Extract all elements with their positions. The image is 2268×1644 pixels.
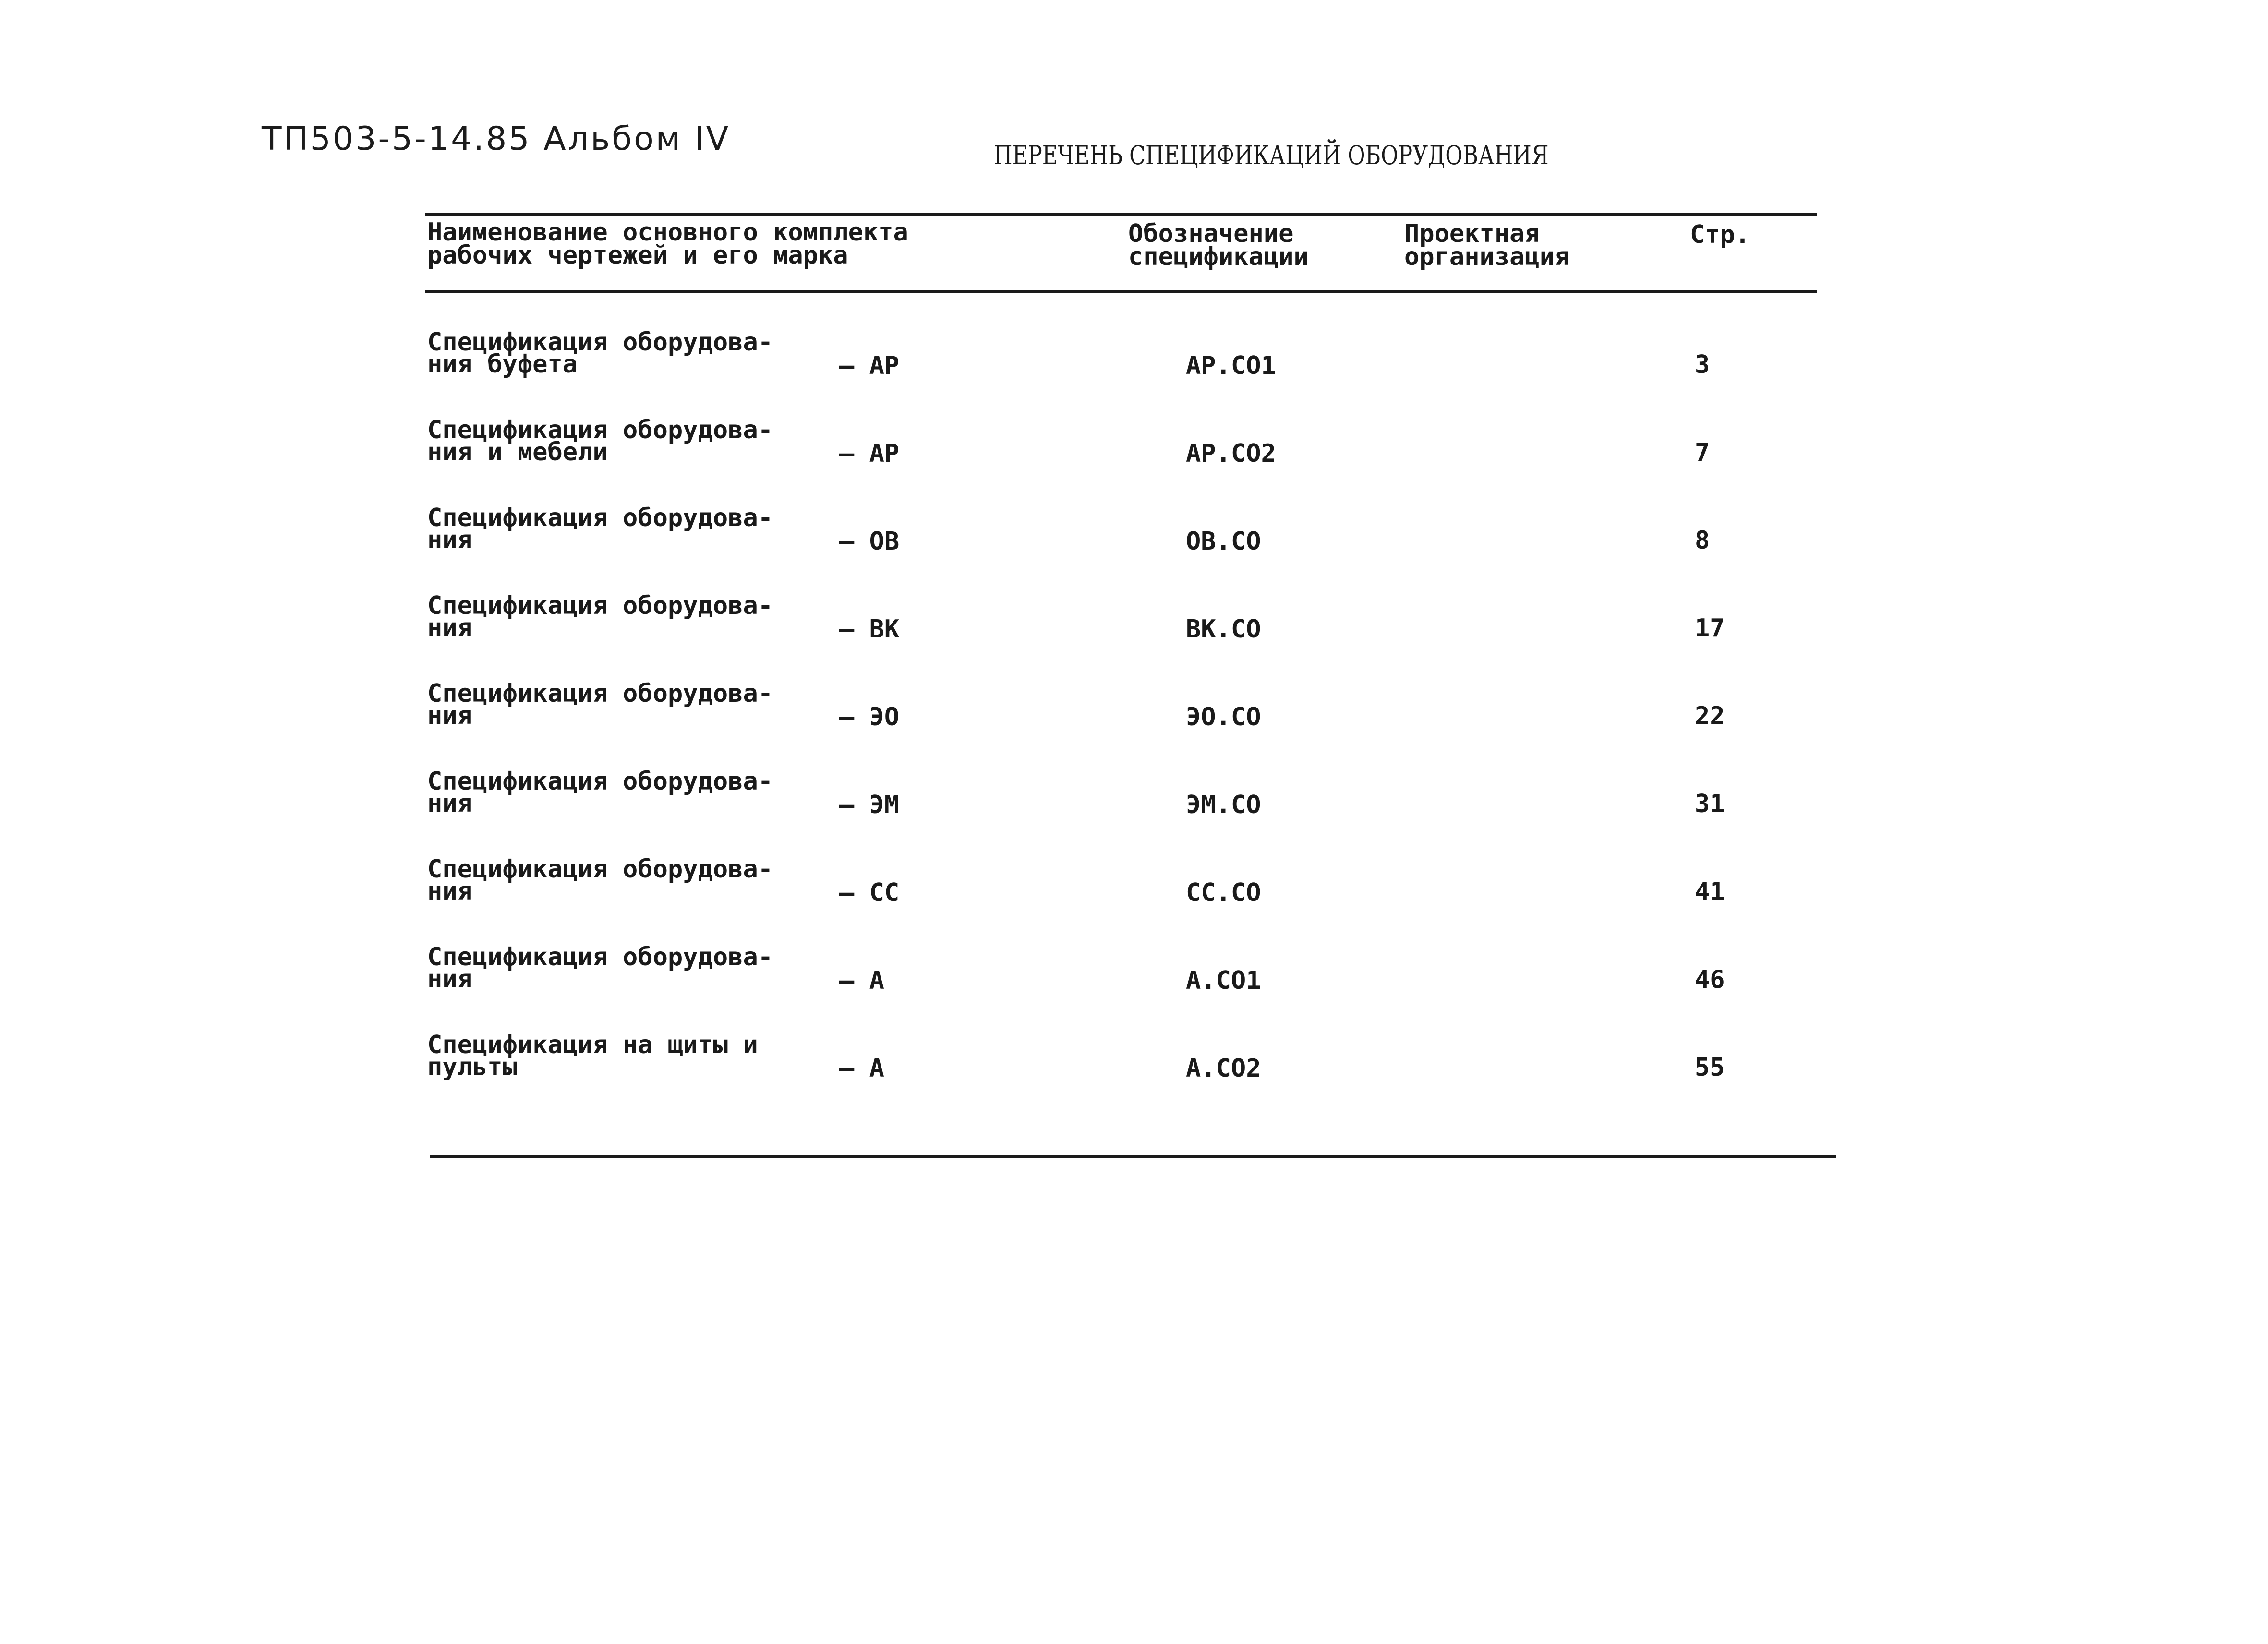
row-designation: ВК.СО (1186, 615, 1261, 644)
row-name-line1: Спецификация оборудова- (427, 767, 773, 796)
row-page: 41 (1695, 877, 1725, 906)
column-header-name (427, 218, 908, 270)
row-name-line1: Спецификация на щиты и (427, 1031, 758, 1059)
table-top-rule (425, 213, 1817, 216)
row-page: 17 (1695, 614, 1725, 643)
document-code: ТП503-5-14.85 Альбом IV (262, 120, 731, 158)
table-row (0, 416, 2268, 486)
row-designation: ЭО.СО (1186, 703, 1261, 732)
column-header-designation-line2: спецификации (1128, 242, 1309, 271)
row-name-line1: Спецификация оборудова- (427, 855, 773, 884)
column-header-page: Стр. (1690, 220, 1750, 249)
row-page: 3 (1695, 350, 1710, 379)
row-page: 46 (1695, 965, 1725, 994)
row-mark: – А (839, 966, 884, 995)
row-mark: – ЭМ (839, 791, 900, 819)
row-name-line1: Спецификация оборудова- (427, 591, 773, 620)
table-row (0, 504, 2268, 574)
column-header-organization (1404, 219, 1570, 271)
row-page: 31 (1695, 790, 1725, 818)
row-designation: А.СО1 (1186, 966, 1261, 995)
row-name-line2: ния и мебели (427, 438, 608, 467)
row-designation: АР.СО1 (1186, 351, 1276, 380)
row-name-line2: ния (427, 965, 472, 994)
row-mark: – АР (839, 351, 900, 380)
row-page: 7 (1695, 438, 1710, 467)
row-mark: – СС (839, 878, 900, 907)
row-name (427, 855, 773, 906)
column-header-designation-line1: Обозначение (1128, 219, 1294, 248)
row-name (427, 943, 773, 994)
row-name-line2: ния (427, 526, 472, 554)
row-mark: – А (839, 1054, 884, 1083)
table-row (0, 679, 2268, 750)
row-name (427, 767, 773, 818)
row-name-line2: пульты (427, 1053, 518, 1081)
row-name (427, 416, 773, 467)
row-mark: – ЭО (839, 703, 900, 732)
column-header-designation (1128, 219, 1309, 271)
table-row (0, 855, 2268, 925)
row-name (427, 1031, 758, 1081)
row-designation: СС.СО (1186, 878, 1261, 907)
row-name-line2: ния буфета (427, 350, 578, 379)
row-designation: ОВ.СО (1186, 527, 1261, 556)
row-mark: – ОВ (839, 527, 900, 556)
table-row (0, 943, 2268, 1013)
row-mark: – АР (839, 439, 900, 468)
row-page: 8 (1695, 526, 1710, 555)
table-row (0, 328, 2268, 398)
row-name (427, 504, 773, 554)
row-name-line2: ния (427, 613, 472, 642)
row-name-line1: Спецификация оборудова- (427, 679, 773, 708)
table-row (0, 1031, 2268, 1101)
column-header-organization-line2: организация (1404, 242, 1570, 271)
column-header-organization-line1: Проектная (1404, 219, 1540, 248)
column-header-name-line1: Наименование основного комплекта (427, 218, 908, 247)
row-name-line2: ния (427, 701, 472, 730)
row-page: 55 (1695, 1053, 1725, 1082)
row-designation: АР.СО2 (1186, 439, 1276, 468)
row-name-line1: Спецификация оборудова- (427, 504, 773, 532)
row-mark: – ВК (839, 615, 900, 644)
row-designation: ЭМ.СО (1186, 791, 1261, 819)
row-page: 22 (1695, 702, 1725, 731)
row-name (427, 679, 773, 730)
page-title: ПЕРЕЧЕНЬ СПЕЦИФИКАЦИЙ ОБОРУДОВАНИЯ (994, 140, 1549, 170)
table-row (0, 591, 2268, 662)
row-name-line1: Спецификация оборудова- (427, 328, 773, 357)
row-name-line1: Спецификация оборудова- (427, 943, 773, 972)
table-row (0, 767, 2268, 838)
row-name-line2: ния (427, 877, 472, 906)
row-name-line1: Спецификация оборудова- (427, 416, 773, 444)
row-name (427, 328, 773, 379)
row-designation: А.СО2 (1186, 1054, 1261, 1083)
table-header-rule (425, 290, 1817, 293)
row-name-line2: ния (427, 789, 472, 818)
row-name (427, 591, 773, 642)
table-bottom-rule (430, 1155, 1836, 1158)
column-header-name-line2: рабочих чертежей и его марка (427, 241, 848, 270)
